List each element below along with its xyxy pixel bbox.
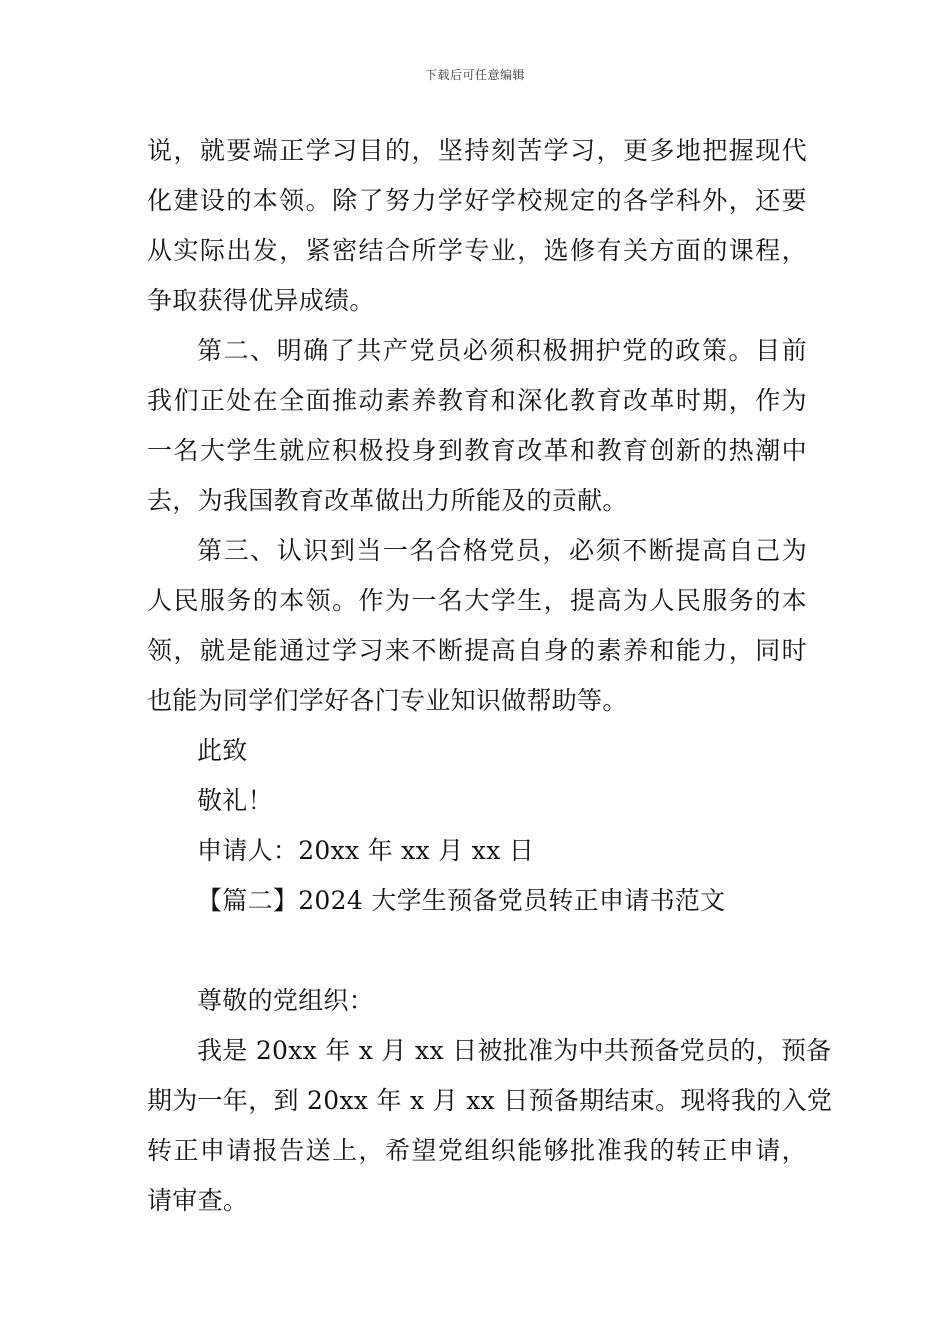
text-line-19: 我是 20xx 年 x 月 xx 日被批准为中共预备党员的，预备 bbox=[197, 1036, 832, 1065]
text-line-9: 第三、认识到当一名合格党员，必须不断提高自己为 bbox=[197, 536, 807, 565]
text-line-2: 化建设的本领。除了努力学好学校规定的各学科外，还要 bbox=[147, 186, 807, 215]
text-line-22: 请审查。 bbox=[147, 1186, 249, 1215]
text-line-3: 从实际出发，紧密结合所学专业，选修有关方面的课程， bbox=[147, 236, 807, 265]
closing-salutation: 此致 bbox=[197, 736, 248, 765]
text-line-10: 人民服务的本领。作为一名大学生，提高为人民服务的本 bbox=[147, 586, 807, 615]
section-heading: 【篇二】2024 大学生预备党员转正申请书范文 bbox=[197, 886, 726, 915]
text-line-8: 去，为我国教育改革做出力所能及的贡献。 bbox=[147, 486, 628, 515]
text-line-7: 一名大学生就应积极投身到教育改革和教育创新的热潮中 bbox=[147, 436, 807, 465]
text-line-5: 第二、明确了共产党员必须积极拥护党的政策。目前 bbox=[197, 336, 807, 365]
closing-regards: 敬礼！ bbox=[197, 786, 273, 815]
text-line-4: 争取获得优异成绩。 bbox=[147, 286, 375, 315]
text-line-1: 说，就要端正学习目的，坚持刻苦学习，更多地把握现代 bbox=[147, 136, 807, 165]
text-line-11: 领，就是能通过学习来不断提高自身的素养和能力，同时 bbox=[147, 636, 807, 665]
text-line-12: 也能为同学们学好各门专业知识做帮助等。 bbox=[147, 686, 628, 715]
text-line-21: 转正申请报告送上，希望党组织能够批准我的转正申请， bbox=[147, 1136, 807, 1165]
page-header: 下载后可任意编辑 bbox=[424, 68, 525, 82]
document-body bbox=[147, 126, 833, 1226]
blank-line bbox=[147, 926, 807, 976]
greeting: 尊敬的党组织： bbox=[197, 986, 375, 1015]
text-line-6: 我们正处在全面推动素养教育和深化教育改革时期，作为 bbox=[147, 386, 807, 415]
text-line-20: 期为一年，到 20xx 年 x 月 xx 日预备期结束。现将我的入党 bbox=[147, 1086, 833, 1115]
applicant-date: 申请人：20xx 年 xx 月 xx 日 bbox=[197, 836, 535, 865]
